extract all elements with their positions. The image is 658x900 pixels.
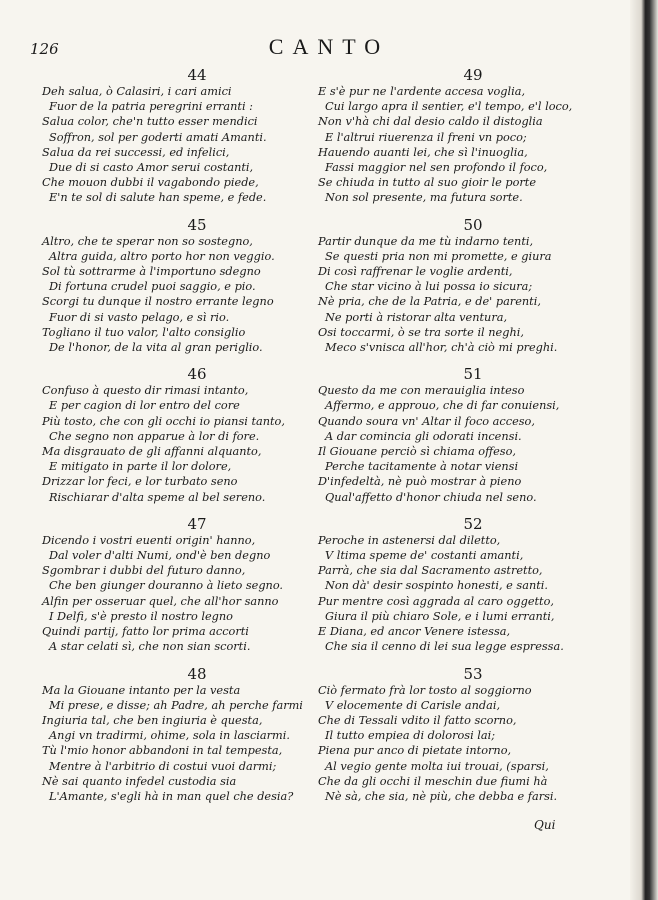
stanza-number: 45 <box>187 215 207 234</box>
stanza <box>42 515 342 655</box>
stanza-number: 47 <box>187 514 207 533</box>
verse-line: Perche tacitamente à notar viensi <box>325 460 519 474</box>
verse-line: E l'altrui riuerenza il freni vn poco; <box>325 130 527 144</box>
book-gutter <box>630 0 658 900</box>
verse-line: Quando soura vn' Altar il foco acceso, <box>318 414 535 428</box>
verse-line: Che mouon dubbi il vagabondo piede, <box>42 176 259 190</box>
verse-line: Tù l'mio honor abbandoni in tal tempesta, <box>42 744 283 758</box>
verse-line: Al vegio gente molta iui trouai, (sparsi, <box>325 759 549 773</box>
verse-line: Parrà, che sia dal Sacramento astretto, <box>318 564 543 578</box>
stanza-number: 44 <box>187 66 207 84</box>
verse-line: Che star vicino à lui possa io sicura; <box>325 280 533 294</box>
verse-line: Sgombrar i dubbi del futuro danno, <box>42 564 246 578</box>
verse-line: Ciò fermato frà lor tosto al soggiorno <box>318 683 532 697</box>
stanza <box>42 665 342 805</box>
verse-line: Altro, che te sperar non so sostegno, <box>42 234 253 248</box>
verse-line: Togliano il tuo valor, l'alto consiglio <box>42 325 246 339</box>
right-column <box>318 66 618 814</box>
verse-line: Osi toccarmi, ò se tra sorte il neghi, <box>318 325 524 339</box>
verse-line: Che sia il cenno di lei sua legge espressa. <box>325 640 564 654</box>
catchword: Qui <box>534 818 556 832</box>
verse-line: Scorgi tu dunque il nostro errante legno <box>42 295 274 309</box>
verse-line: E Diana, ed ancor Venere istessa, <box>318 625 511 639</box>
verse-line: Non sol presente, ma futura sorte. <box>325 191 523 205</box>
stanza <box>318 66 618 206</box>
verse-line: Pur mentre così aggrada al caro oggetto, <box>318 594 554 608</box>
verse-line: Nè pria, che de la Patria, e de' parenti, <box>318 295 541 309</box>
verse-line: Qual'affetto d'honor chiuda nel seno. <box>325 490 537 504</box>
verse-line: L'Amante, s'egli hà in man quel che desia? <box>49 789 294 803</box>
verse-line: Salua da rei successi, ed infelici, <box>42 145 230 159</box>
verse-line: Ingiuria tal, che ben ingiuria è questa, <box>42 713 263 727</box>
verse-line: Fassi maggior nel sen profondo il foco, <box>325 161 548 175</box>
verse-line: Alfin per osseruar quel, che all'hor sanno <box>42 594 279 608</box>
stanza <box>318 216 618 356</box>
verse-line: Ma la Giouane intanto per la vesta <box>42 683 241 697</box>
verse-line: Che ben giunger douranno à lieto segno. <box>49 579 284 593</box>
stanza <box>42 216 342 356</box>
verse-line: Giura il più chiaro Sole, e i lumi erranti, <box>325 609 555 623</box>
verse-line: Mentre à l'arbitrio di costui vuoi darmi; <box>49 759 277 773</box>
verse-line: Il tutto empiea di dolorosi lai; <box>325 729 496 743</box>
verse-line: Di fortuna crudel puoi saggio, e pio. <box>49 280 256 294</box>
verse-line: Nè sai quanto infedel custodia sia <box>42 774 237 788</box>
verse-line: Due di si casto Amor serui costanti, <box>49 161 254 175</box>
verse-line: A dar comincia gli odorati incensi. <box>325 429 522 443</box>
verse-line: De l'honor, de la vita al gran periglio. <box>49 341 263 355</box>
verse-line: Hauendo auanti lei, che sì l'inuoglia, <box>318 145 528 159</box>
verse-line: Cui largo apra il sentier, e'l tempo, e'l loco, <box>325 100 573 114</box>
verse-line: Più tosto, che con gli occhi io piansi tanto, <box>42 414 285 428</box>
stanza-number: 46 <box>187 365 207 384</box>
left-column <box>42 66 342 814</box>
verse-line: Nè sà, che sia, nè più, che debba e farsi. <box>325 789 558 803</box>
verse-line: Altra guida, altro porto hor non veggio. <box>49 249 275 263</box>
verse-line: Questo da me con merauiglia inteso <box>318 384 525 398</box>
verse-line: Confuso à questo dir rimasi intanto, <box>42 384 249 398</box>
verse-line: Fuor de la patria peregrini erranti : <box>49 100 253 114</box>
stanza <box>318 665 618 805</box>
verse-line: D'infedeltà, nè può mostrar à pieno <box>318 475 522 489</box>
verse-line: Mi prese, e disse; ah Padre, ah perche farmi <box>49 698 303 712</box>
stanza <box>42 66 342 206</box>
stanza <box>318 515 618 655</box>
stanza <box>318 365 618 505</box>
stanza-number: 50 <box>463 215 483 234</box>
verse-line: Non dà' desir sospinto honesti, e santi. <box>325 579 548 593</box>
stanza-number: 48 <box>187 664 207 683</box>
verse-line: Sol tù sottrarme à l'importuno sdegno <box>42 265 261 279</box>
verse-line: Non v'hà chi dal desio caldo il distoglia <box>318 115 543 129</box>
verse-line: Deh salua, ò Calasiri, i cari amici <box>42 85 232 98</box>
stanza <box>42 365 342 505</box>
verse-line: Di così raffrenar le voglie ardenti, <box>318 265 513 279</box>
verse-line: E per cagion di lor entro del core <box>49 399 240 413</box>
verse-line: E s'è pur ne l'ardente accesa voglia, <box>318 85 526 98</box>
verse-line: Dal voler d'alti Numi, ond'è ben degno <box>49 549 271 563</box>
verse-line: Che segno non apparue à lor di fore. <box>49 429 260 443</box>
verse-line: Partir dunque da me tù indarno tenti, <box>318 234 534 248</box>
verse-line: V ltima speme de' costanti amanti, <box>325 549 524 563</box>
verse-line: Fuor di si vasto pelago, e sì rio. <box>49 310 230 324</box>
verse-line: Quindi partij, fatto lor prima accorti <box>42 625 249 639</box>
verse-line: I Delfi, s'è presto il nostro legno <box>49 609 233 623</box>
stanza-number: 49 <box>463 66 483 84</box>
verse-line: Che da gli occhi il meschin due fiumi hà <box>318 774 548 788</box>
verse-line: Soffron, sol per goderti amati Amanti. <box>49 130 267 144</box>
verse-line: Rischiarar d'alta speme al bel sereno. <box>49 490 266 504</box>
stanza-number: 52 <box>463 514 483 533</box>
page-number: 126 <box>30 40 59 58</box>
verse-line: Meco s'vnisca all'hor, ch'à ciò mi preghi. <box>325 341 558 355</box>
verse-line: Affermo, e approuo, che di far conuiensi, <box>325 399 560 413</box>
stanza-number: 53 <box>463 664 483 683</box>
verse-line: Salua color, che'n tutto esser mendici <box>42 115 258 129</box>
verse-line: E mitigato in parte il lor dolore, <box>49 460 232 474</box>
verse-line: A star celati sì, che non sian scorti. <box>49 640 251 654</box>
verse-line: Drizzar lor feci, e lor turbato seno <box>42 475 238 489</box>
stanza-number: 51 <box>463 365 483 384</box>
running-head: CANTO <box>268 34 390 59</box>
verse-line: Dicendo i vostri euenti origin' hanno, <box>42 533 256 547</box>
verse-line: Se chiuda in tutto al suo gioir le porte <box>318 176 537 190</box>
verse-line: Peroche in astenersi dal diletto, <box>318 533 501 547</box>
verse-line: Se questi pria non mi promette, e giura <box>325 249 552 263</box>
verse-line: Ne porti à ristorar alta ventura, <box>325 310 508 324</box>
verse-line: Che di Tessali vdito il fatto scorno, <box>318 713 517 727</box>
verse-line: Ma disgrauato de gli affanni alquanto, <box>42 445 262 459</box>
verse-line: Angi vn tradirmi, ohime, sola in lasciarmi. <box>49 729 290 743</box>
verse-line: E'n te sol di salute han speme, e fede. <box>49 191 267 205</box>
verse-line: V elocemente di Carisle andai, <box>325 698 501 712</box>
verse-line: Il Giouane perciò sì chiama offeso, <box>318 445 516 459</box>
verse-line: Piena pur anco di pietate intorno, <box>318 744 512 758</box>
